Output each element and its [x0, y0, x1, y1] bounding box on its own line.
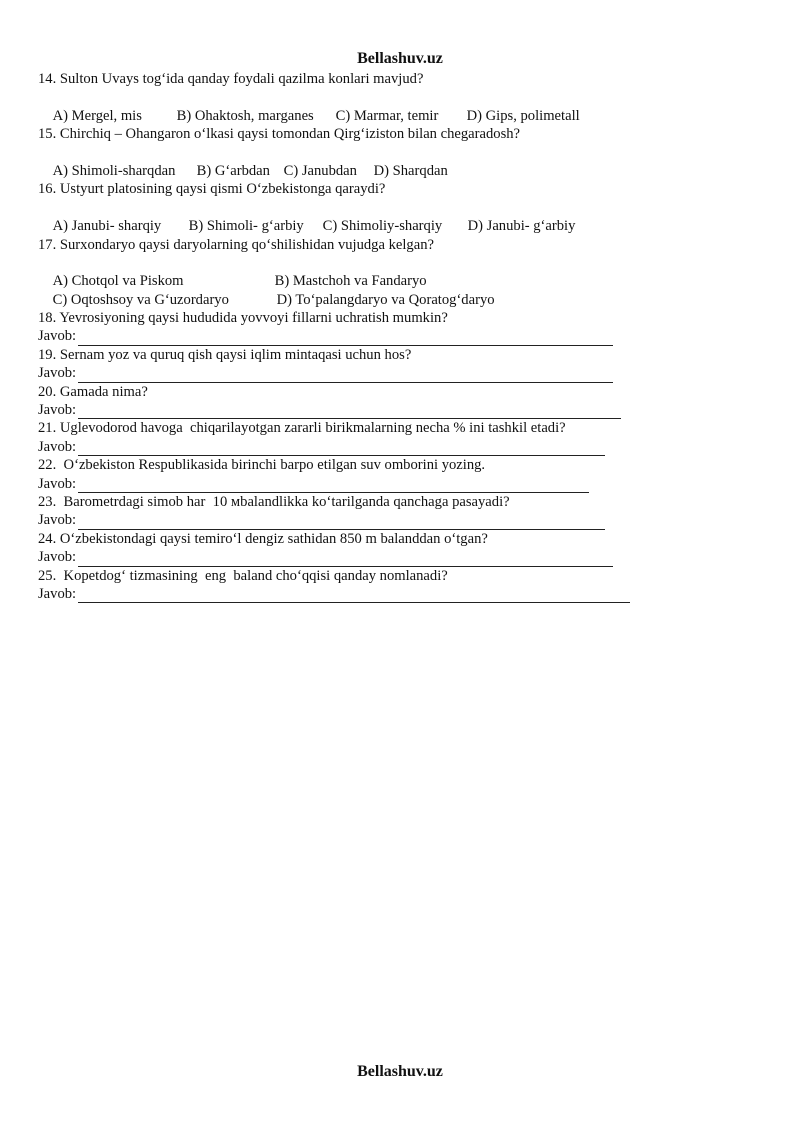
question-16: 16. Ustyurt platosining qaysi qismi O‘zbekistonga qaraydi?	[38, 181, 386, 198]
answer-label: Javob:	[38, 512, 77, 529]
options-15	[38, 144, 778, 179]
question-19: 19. Sernam yoz va quruq qish qaysi iqlim mintaqasi uchun hos?	[38, 346, 412, 363]
answer-row-24	[38, 548, 778, 566]
option-b: B) Mastchoh va Fandaryo	[274, 273, 427, 290]
option-a: A) Mergel, mis	[52, 107, 142, 124]
question-23: 23. Barometrdagi simob har 10 мbalandlikka ko‘tarilganda qanchaga pasayadi?	[38, 493, 510, 510]
question-15: 15. Chirchiq – Ohangaron o‘lkasi qaysi tomondan Qirg‘iziston bilan chegaradosh?	[38, 126, 521, 143]
answer-blank-20[interactable]	[78, 404, 621, 419]
answer-row-20	[38, 401, 778, 419]
page-footer: Bellashuv.uz	[357, 1063, 443, 1080]
question-20: 20. Gamada nima?	[38, 383, 148, 400]
question-sheet	[38, 70, 778, 603]
answer-label: Javob:	[38, 475, 77, 492]
option-d: D) Sharqdan	[373, 162, 448, 179]
question-22: 22. O‘zbekiston Respublikasida birinchi barpo etilgan suv omborini yozing.	[38, 457, 486, 474]
option-d: D) Janubi- g‘arbiy	[467, 218, 576, 235]
answer-row-25	[38, 585, 778, 603]
option-c: C) Janubdan	[283, 162, 357, 179]
option-a: A) Shimoli-sharqdan	[52, 162, 176, 179]
answer-label: Javob:	[38, 585, 77, 602]
answer-row-18	[38, 327, 778, 345]
options-14	[38, 88, 778, 124]
answer-blank-24[interactable]	[78, 552, 613, 567]
option-b: B) Ohaktosh, marganes	[176, 107, 314, 124]
answer-blank-22[interactable]	[78, 478, 589, 493]
answer-row-23	[38, 511, 778, 529]
question-25: 25. Kopetdog‘ tizmasining eng baland cho‘qqisi qanday nomlanadi?	[38, 567, 448, 584]
question-21: 21. Uglevodorod havoga chiqarilayotgan zararli birikmalarning necha % ini tashkil etadi?	[38, 420, 566, 437]
option-c: C) Oqtoshsoy va G‘uzordaryo	[52, 291, 229, 308]
option-b: B) Shimoli- g‘arbiy	[188, 218, 304, 235]
option-a: A) Janubi- sharqiy	[52, 218, 162, 235]
answer-blank-23[interactable]	[78, 515, 605, 530]
options-17-row-1	[38, 254, 778, 290]
answer-label: Javob:	[38, 365, 77, 382]
answer-row-22	[38, 475, 778, 493]
page-header: Bellashuv.uz	[357, 50, 443, 67]
answer-label: Javob:	[38, 549, 77, 566]
option-a: A) Chotqol va Piskom	[52, 273, 184, 290]
options-16	[38, 199, 778, 235]
answer-row-21	[38, 438, 778, 456]
option-b: B) G‘arbdan	[196, 162, 270, 179]
question-17: 17. Surxondaryo qaysi daryolarning qo‘shilishidan vujudga kelgan?	[38, 236, 434, 253]
option-d: D) Gips, polimetall	[466, 107, 580, 124]
question-24: 24. O‘zbekistondagi qaysi temiro‘l dengiz sathidan 850 m balanddan o‘tgan?	[38, 530, 488, 547]
question-18: 18. Yevrosiyoning qaysi hududida yovvoyi fillarni uchratish mumkin?	[38, 310, 448, 327]
question-14: 14. Sulton Uvays tog‘ida qanday foydali qazilma konlari mavjud?	[38, 71, 424, 87]
answer-label: Javob:	[38, 328, 77, 345]
answer-label: Javob:	[38, 438, 77, 455]
option-c: C) Shimoliy-sharqiy	[322, 218, 443, 235]
answer-label: Javob:	[38, 402, 77, 419]
answer-blank-19[interactable]	[78, 368, 613, 383]
answer-blank-21[interactable]	[78, 441, 605, 456]
option-c: C) Marmar, temir	[335, 107, 439, 124]
option-d: D) To‘palangdaryo va Qoratog‘daryo	[276, 291, 495, 308]
answer-blank-18[interactable]	[78, 331, 613, 346]
answer-blank-25[interactable]	[78, 588, 630, 603]
answer-row-19	[38, 364, 778, 382]
